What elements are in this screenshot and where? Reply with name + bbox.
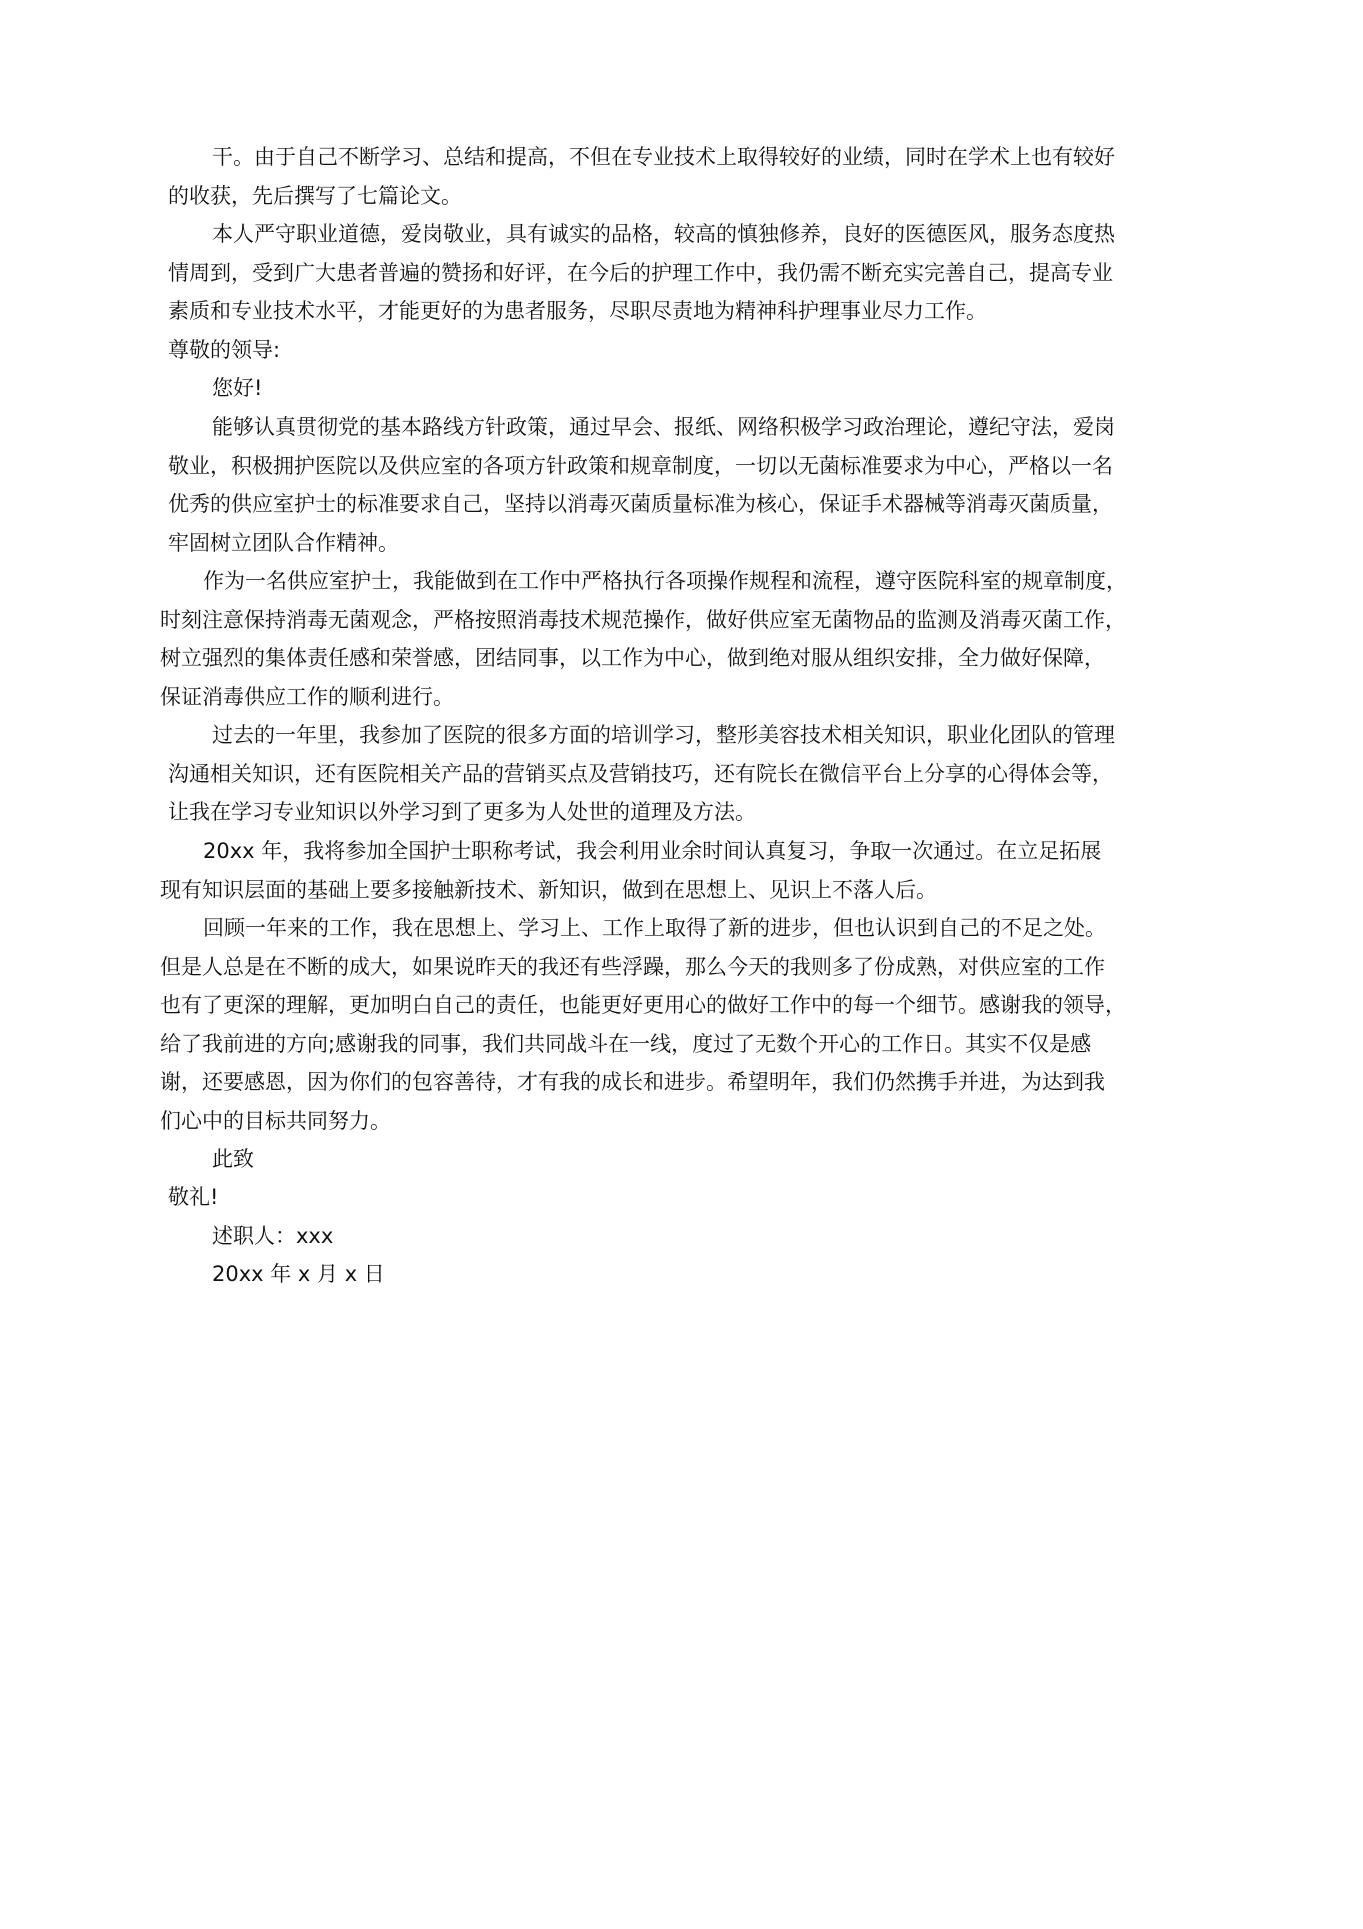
text-line: 20xx 年，我将参加全国护士职称考试，我会利用业余时间认真复习，争取一次通过。在立足拓展 [203, 839, 1102, 863]
paragraph-6 [160, 832, 1101, 909]
text-line: 让我在学习专业知识以外学习到了更多为人处世的道理及方法。 [168, 800, 756, 824]
text-line: 敬礼! [168, 1185, 219, 1209]
text-line: 回顾一年来的工作，我在思想上、学习上、工作上取得了新的进步，但也认识到自己的不足之处。 [203, 916, 1106, 940]
text-line: 本人严守职业道德，爱岗敬业，具有诚实的品格，较高的慎独修养，良好的医德医风，服务态度热 [212, 222, 1115, 246]
text-line: 现有知识层面的基础上要多接触新技术、新知识，做到在思想上、见识上不落人后。 [160, 877, 937, 902]
paragraph-1 [168, 138, 1115, 215]
date [212, 1255, 385, 1294]
signature [212, 1217, 333, 1256]
text-line: 能够认真贯彻党的基本路线方针政策，通过早会、报纸、网络积极学习政治理论，遵纪守法，爱岗 [212, 415, 1115, 439]
text-line: 干。由于自己不断学习、总结和提高，不但在专业技术上取得较好的业绩，同时在学术上也有较好 [212, 145, 1115, 169]
text-line: 谢，还要感恩，因为你们的包容善待，才有我的成长和进步。希望明年，我们仍然携手并进，为达到我 [160, 1070, 1105, 1094]
salutation [168, 331, 280, 370]
text-line: 过去的一年里，我参加了医院的很多方面的培训学习，整形美容技术相关知识，职业化团队的管理 [212, 723, 1115, 747]
paragraph-5 [168, 716, 1115, 832]
paragraph-2 [168, 215, 1115, 331]
paragraph-4 [160, 562, 1127, 716]
text-line: 优秀的供应室护士的标准要求自己，坚持以消毒灭菌质量标准为核心，保证手术器械等消毒灭菌质量， [168, 492, 1113, 516]
text-line: 保证消毒供应工作的顺利进行。 [160, 684, 454, 709]
text-line: 树立强烈的集体责任感和荣誉感，团结同事，以工作为中心，做到绝对服从组织安排，全力做好保障， [160, 646, 1105, 670]
text-line: 敬业，积极拥护医院以及供应室的各项方针政策和规章制度，一切以无菌标准要求为中心，严格以一名 [168, 453, 1113, 478]
text-line: 素质和专业技术水平，才能更好的为患者服务，尽职尽责地为精神科护理事业尽力工作。 [168, 299, 987, 323]
text-line: 您好! [212, 376, 263, 400]
text-line: 述职人：xxx [212, 1224, 334, 1248]
paragraph-3 [168, 408, 1115, 562]
regards [168, 1178, 218, 1217]
greeting [212, 369, 262, 408]
text-line: 们心中的目标共同努力。 [160, 1108, 391, 1133]
text-line: 但是人总是在不断的成大，如果说昨天的我还有些浮躁，那么今天的我则多了份成熟，对供应室的工作 [160, 954, 1105, 979]
paragraph-7 [160, 909, 1126, 1140]
text-line: 情周到，受到广大患者普遍的赞扬和好评，在今后的护理工作中，我仍需不断充实完善自己，提高专业 [168, 260, 1113, 285]
text-line: 尊敬的领导: [168, 338, 281, 362]
text-line: 也有了更深的理解，更加明白自己的责任，也能更好更用心的做好工作中的每一个细节。感谢我的领导， [160, 993, 1126, 1017]
text-line: 的收获，先后撰写了七篇论文。 [168, 183, 462, 208]
text-line: 此致 [212, 1147, 254, 1171]
closing [212, 1140, 254, 1179]
text-line: 沟通相关知识，还有医院相关产品的营销买点及营销技巧，还有院长在微信平台上分享的心得体会等， [168, 761, 1113, 786]
text-line: 作为一名供应室护士，我能做到在工作中严格执行各项操作规程和流程，遵守医院科室的规章制度， [203, 569, 1127, 593]
text-line: 牢固树立团队合作精神。 [168, 530, 399, 555]
text-line: 20xx 年 x 月 x 日 [212, 1262, 385, 1286]
text-line: 给了我前进的方向;感谢我的同事，我们共同战斗在一线，度过了无数个开心的工作日。其实不仅是感 [160, 1031, 1092, 1056]
text-line: 时刻注意保持消毒无菌观念，严格按照消毒技术规范操作，做好供应室无菌物品的监测及消毒灭菌工作， [160, 607, 1126, 632]
